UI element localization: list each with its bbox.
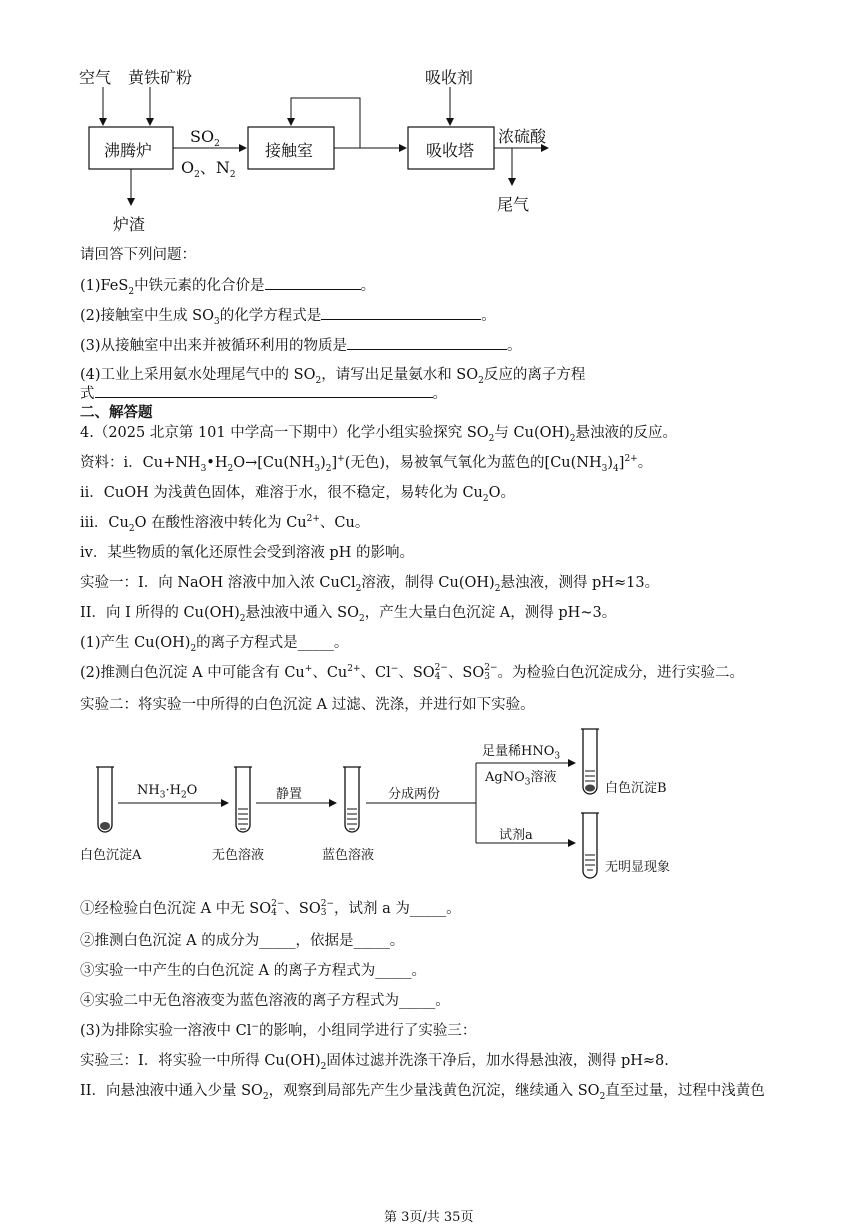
experiment-1-step2: II．向 I 所得的 $Cu(OH)_2$悬浊液中通入 $SO_2$，产生大量白色沉淀 A，测得 pH~3。 [80,605,617,624]
answer-blank[interactable]: _____ [375,963,412,979]
answer-blank[interactable]: _____ [399,993,436,1009]
question-2: (2)接触室中生成 $SO_3$的化学方程式是 。 [80,308,496,327]
question-3: (3)从接触室中出来并被循环利用的物质是 。 [80,338,522,354]
problem-4-title: 4.（2025 北京第 101 中学高一下期中）化学小组实验探究 $SO_2$与 $Cu(OH)_2$悬浊液的反应。 [80,425,678,444]
sub-question-2: (2)推测白色沉淀 A 中可能含有 Cu+、$Cu^{2+}$、Cl−、SO 2− 4 、SO 2− 3 。为检验白色沉淀成分，进行实验二。 [80,663,745,682]
tower-label: 吸收塔 [426,141,475,160]
question-1: (1)FeS$_2$中铁元素的化合价是 。 [80,278,376,297]
colorless-solution-label: 无色溶液 [212,848,265,863]
test-tube-2 [234,767,252,832]
flow-diagram-lines [0,0,868,235]
answer-blank[interactable] [347,336,507,350]
sub-question-1: (1)产生 $Cu(OH)_2$的离子方程式是_____。 [80,635,349,654]
blue-solution-label: 蓝色溶液 [322,848,375,863]
acid-label: 浓硫酸 [498,127,547,146]
answer-blank[interactable]: _____ [259,933,296,949]
experiment-3-step2: II．向悬浊液中通入少量 $SO_2$，观察到局部先产生少量浅黄色沉淀，继续通入 $SO_2$直至过量，过程中浅黄色 [80,1083,765,1102]
furnace-label: 沸腾炉 [104,141,153,160]
contact-label: 接触室 [265,141,314,160]
info-4: iv．某些物质的氧化还原性会受到溶液 pH 的影响。 [80,545,414,561]
answer-blank[interactable]: _____ [353,933,390,949]
sub-question-3: (3)为排除实验一溶液中 Cl−的影响，小组同学进行了实验三： [80,1022,477,1039]
info-1: 资料：i．$Cu+NH_3•H_2O\to[Cu(NH_3)_2]^+$(无色)，易被氧气氧化为蓝色的$[Cu(NH_3)_4]^{2+}$。 [80,454,653,474]
slag-label: 炉渣 [113,215,146,234]
answer-blank[interactable] [321,306,481,320]
section-heading: 二、解答题 [80,404,153,421]
o2-n2-label: $O_2$、$N_2$ [181,158,236,181]
answer-blank[interactable] [265,276,361,290]
stand-label: 静置 [276,787,303,802]
experiment-3-step1: 实验三：I．将实验一中所得 $Cu(OH)_2$固体过滤并洗涤干净后，加水得悬浊液，测得 pH≈8. [80,1053,669,1072]
answer-blank[interactable] [95,384,433,398]
item-3: ③实验一中产生的白色沉淀 A 的离子方程式为_____。 [80,963,426,979]
pyrite-label: 黄铁矿粉 [128,68,193,87]
item-2: ②推测白色沉淀 A 的成分为_____，依据是_____。 [80,933,405,949]
white-precipitate-a-label: 白色沉淀A [80,848,142,863]
question-4-line1: (4)工业上采用氨水处理尾气中的 $SO_2$，请写出足量氨水和 $SO_2$反应的离子方程 [80,367,586,386]
agno3-label: AgNO$_3$溶液 [485,770,557,788]
reagent-a-label: 试剂a [499,828,533,843]
experiment-2-intro: 实验二：将实验一中所得的白色沉淀 A 过滤、洗涤，并进行如下实验。 [80,697,535,713]
question-4-line2: 式 。 [80,386,447,402]
answer-blank[interactable]: _____ [297,635,334,651]
experiment-1-step1: 实验一：I．向 NaOH 溶液中加入浓 CuCl$_2$溶液，制得 $Cu(OH)_2$悬浊液，测得 pH≈13。 [80,575,660,594]
item-1: ①经检验白色沉淀 A 中无 SO 2− 4 、SO 2− 3 ，试剂 a 为_____。 [80,899,461,918]
test-tube-4 [581,729,599,794]
nh3-reagent-label: $NH_3\cdot H_2O$ [137,783,198,801]
so2-label: $SO_2$ [190,127,220,150]
item-4: ④实验二中无色溶液变为蓝色溶液的离子方程式为_____。 [80,993,450,1009]
no-phenomenon-label: 无明显现象 [605,860,671,875]
test-tube-1 [96,767,114,832]
test-tube-3 [343,767,361,832]
answer-blank[interactable]: _____ [409,901,447,917]
absorbent-label: 吸收剂 [425,68,474,87]
split-label: 分成两份 [388,787,441,802]
page-footer: 第 3页/共 35页 [384,1210,474,1225]
test-tube-5 [581,813,599,878]
air-label: 空气 [79,68,112,87]
hno3-label: 足量稀$HNO_3$ [482,744,561,762]
tail-gas-label: 尾气 [497,195,530,214]
info-3: iii．$Cu_2O$ 在酸性溶液中转化为 $Cu^{2+}$、Cu。 [80,514,370,534]
info-2: ii．CuOH 为浅黄色固体，难溶于水，很不稳定，易转化为 $Cu_2O$。 [80,485,516,504]
intro-text: 请回答下列问题： [80,247,196,263]
white-precipitate-b-label: 白色沉淀B [605,781,667,796]
